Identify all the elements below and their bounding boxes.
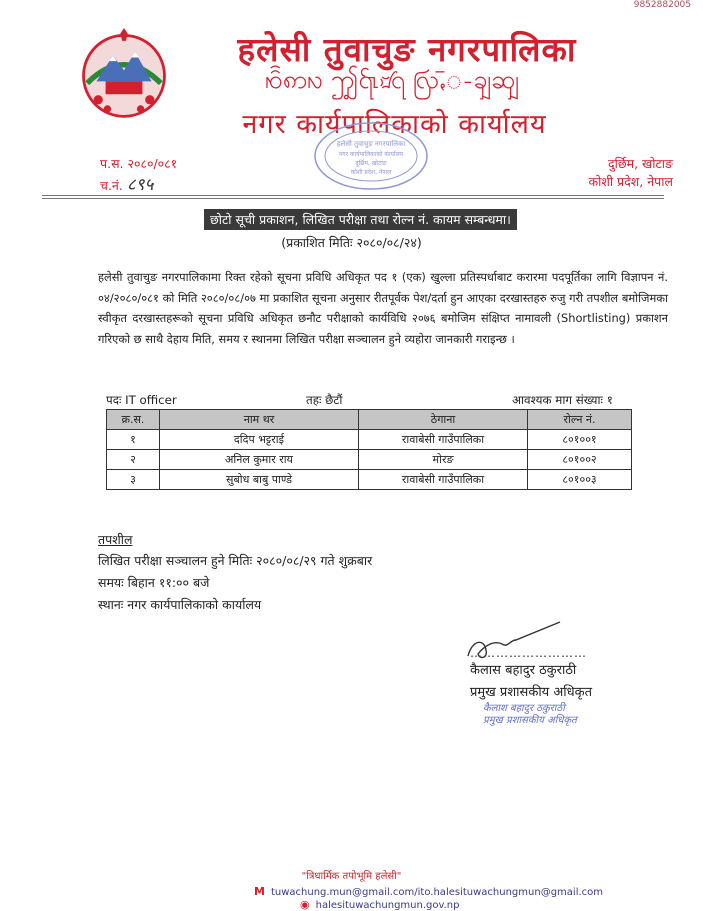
cell-roll: ८०१००२ (528, 450, 632, 470)
stamp-line2: नगर कार्यपालिकाको कार्यालय (338, 151, 404, 158)
post-required: आवश्यक माग संख्याः १ (512, 393, 613, 407)
exam-date: लिखित परीक्षा सञ्चालन हुने मितिः २०८०/०८/२९ गते शुक्रबार (98, 553, 373, 568)
mail-icon: M (254, 885, 265, 898)
reference-chalani (100, 172, 153, 195)
header-phone: 9852882005 (633, 0, 691, 10)
footer-emails: tuwachung.mun@gmail.com/ito.halesituwachungmun@gmail.com (270, 887, 604, 898)
cell-address: मोरङ (359, 450, 528, 470)
nepal-emblem-icon (78, 28, 170, 120)
cell-sn: १ (107, 430, 160, 450)
notice-body: हलेसी तुवाचुङ नगरपालिकामा रिक्त रहेको सूचना प्रविधि अधिकृत पद १ (एक) खुल्ला प्रतिस्पर्धाबाट करारमा पदपूर्तिका लागि विज्ञापन नं. ०४/२०८०/०८१ को मिति २०८०/०८/०७ मा प्रकाशित सूचना अनुसार रीतपूर्वक पेश/दर्ता हुन आएका दरखास्तहरु रुजु गरी तपशील बमोजिमका स्वीकृत दरखास्तहरूको सूचना प्रविधि अधिकृत छनौट परीक्षाको कार्यविधि २०७६ बमोजिम संक्षिप्त नामावली (Shortlisting) प्रकाशन गरिएको छ साथै देहाय मिति, समय र स्थानमा लिखित परीक्षा सञ्चालन हुने व्यहोरा जानकारी गराइन्छ । (98, 270, 668, 346)
address-district: दुर्छिम, खोटाङ (607, 156, 673, 171)
cell-name: ददिप भट्टराई (160, 430, 359, 450)
header-divider (42, 195, 664, 196)
cell-address: रावाबेसी गाउँपालिका (359, 430, 528, 450)
cell-address: रावाबेसी गाउँपालिका (359, 470, 528, 490)
municipality-title: हलेसी तुवाचुङ नगरपालिका (237, 30, 577, 69)
exam-venue: स्थानः नगर कार्यपालिकाको कार्यालय (98, 597, 262, 612)
chalani-number: ८९५ (126, 175, 154, 195)
footer-email-row (254, 885, 603, 898)
signer-designation: प्रमुख प्रशासकीय अधिकृत (470, 685, 593, 700)
chalani-label: च.नं. (100, 178, 123, 193)
cell-roll: ८०१००१ (528, 430, 632, 450)
signer-stamp-name: कैलाश बहादुर ठकुराठी (483, 703, 565, 714)
footer-slogan: "त्रिधार्मिक तपोभूमि हलेसी" (301, 871, 402, 882)
globe-icon: ◉ (300, 898, 310, 911)
cell-name: सुबोध बाबु पाण्डे (160, 470, 359, 490)
table-row (107, 450, 632, 470)
col-sn-header: क्र.स. (107, 410, 160, 430)
header-divider-2 (42, 198, 664, 199)
stamp-line4: कोशी प्रदेश, नेपाल (350, 169, 392, 176)
post-position: पदः IT officer (106, 393, 177, 407)
footer-web-row (300, 898, 460, 911)
details-heading: तपशील (98, 532, 133, 547)
table-row (107, 470, 632, 490)
published-date: (प्रकाशित मितिः २०८०/०८/२४) (281, 235, 422, 250)
col-address-header: ठेगाना (359, 410, 528, 430)
signature-dots: ……………………… (470, 646, 587, 660)
cell-sn: ३ (107, 470, 160, 490)
exam-time: समयः बिहान ११:०० बजे (98, 575, 210, 590)
shortlist-table (106, 409, 632, 490)
office-name: नगर कार्यपालिकाको कार्यालय (242, 109, 547, 140)
cell-name: अनिल कुमार राय (160, 450, 359, 470)
stamp-line1: हलेसी तुवाचुङ नगरपालिका (336, 140, 406, 148)
table-header-row (107, 410, 632, 430)
stamp-line3: दुर्छिम, खोटाङ (355, 160, 387, 167)
cell-sn: २ (107, 450, 160, 470)
col-roll-header: रोल्न नं. (528, 410, 632, 430)
col-name-header: नाम थर (160, 410, 359, 430)
footer-website: halesituwachungmun.gov.np (315, 900, 460, 911)
office-stamp (312, 120, 430, 192)
post-level: तहः छैटौं (306, 393, 343, 407)
reference-patra: प.स. २०८०/०८१ (100, 156, 178, 171)
address-province: कोशी प्रदेश, नेपाल (588, 174, 673, 189)
table-row (107, 430, 632, 450)
municipality-title-script: ꩯꩰꩱꩳ ꩶ꩷꩸꩹ ꩺꩻꩼꩽꩾꩿ (264, 65, 520, 94)
signer-stamp-designation: प्रमुख प्रशासकीय अधिकृत (483, 715, 577, 726)
signer-name: कैलास बहादुर ठकुराठी (470, 663, 577, 678)
subject-line: छोटो सूची प्रकाशन, लिखित परीक्षा तथा रोल्न नं. कायम सम्बन्धमा। (204, 209, 517, 230)
cell-roll: ८०१००३ (528, 470, 632, 490)
